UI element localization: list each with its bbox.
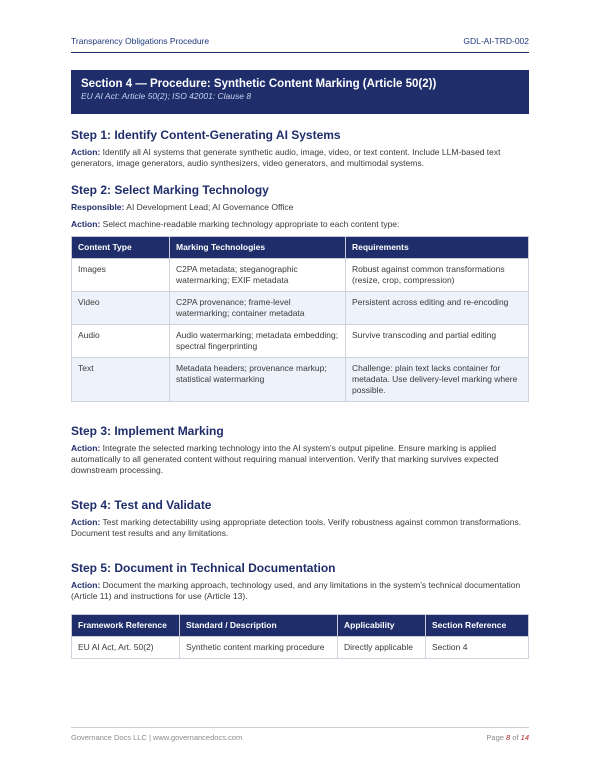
table-cell: Metadata headers; provenance markup; statistical watermarking <box>170 358 346 402</box>
page-number: Page 8 of 14 <box>486 733 529 742</box>
section-banner <box>71 70 529 114</box>
step-2 <box>71 183 529 402</box>
footer-company: Governance Docs LLC | www.governancedocs.com <box>71 733 243 742</box>
table-header: Content Type <box>72 237 170 259</box>
step-3-title: Step 3: Implement Marking <box>71 424 224 438</box>
step-2-title: Step 2: Select Marking Technology <box>71 183 269 197</box>
table-cell: C2PA provenance; frame-level watermarking; container metadata <box>170 292 346 325</box>
step-5 <box>71 561 529 659</box>
step-1-title: Step 1: Identify Content-Generating AI Systems <box>71 128 341 142</box>
table-header-row <box>72 237 529 259</box>
table-cell: Survive transcoding and partial editing <box>346 325 529 358</box>
document-code: GDL-AI-TRD-002 <box>463 36 529 46</box>
framework-reference-table <box>71 614 529 659</box>
table-row <box>72 259 529 292</box>
step-4-title: Step 4: Test and Validate <box>71 498 212 512</box>
table-row <box>72 637 529 659</box>
table-cell: Challenge: plain text lacks container for metadata. Use delivery-level marking where possible. <box>346 358 529 402</box>
step-4 <box>71 498 529 539</box>
section-subtitle: EU AI Act: Article 50(2); ISO 42001: Clause 8 <box>81 91 252 101</box>
step-1 <box>71 128 529 169</box>
table-header: Marking Technologies <box>170 237 346 259</box>
page-header <box>71 36 529 53</box>
table-cell: Text <box>72 358 170 402</box>
table-cell: EU AI Act, Art. 50(2) <box>72 637 180 659</box>
table-header: Requirements <box>346 237 529 259</box>
step-3 <box>71 424 529 476</box>
section-title: Section 4 — Procedure: Synthetic Content Marking (Article 50(2)) <box>81 78 437 90</box>
table-cell: Video <box>72 292 170 325</box>
table-cell: Section 4 <box>426 637 529 659</box>
step-4-action: Action: Test marking detectability using appropriate detection tools. Verify robustness against common transformations. Document test results and any limitations. <box>71 517 522 538</box>
table-row <box>72 292 529 325</box>
document-title: Transparency Obligations Procedure <box>71 36 210 46</box>
table-cell: Images <box>72 259 170 292</box>
table-row <box>72 358 529 402</box>
table-cell: Synthetic content marking procedure <box>180 637 338 659</box>
page-footer <box>71 727 529 742</box>
table-header: Applicability <box>338 615 426 637</box>
table-row <box>72 325 529 358</box>
table-cell: Robust against common transformations (resize, crop, compression) <box>346 259 529 292</box>
step-2-action: Action: Select machine-readable marking technology appropriate to each content type: <box>71 219 400 229</box>
step-1-action: Action: Identify all AI systems that generate synthetic audio, image, video, or text content. Include LLM-based text generators, image generators, audio synthesizers, video generators, and multimodal systems. <box>71 147 501 168</box>
table-cell: Persistent across editing and re-encoding <box>346 292 529 325</box>
table-cell: Audio <box>72 325 170 358</box>
table-header-row <box>72 615 529 637</box>
main-content <box>71 128 529 673</box>
table-cell: Directly applicable <box>338 637 426 659</box>
step-5-title: Step 5: Document in Technical Documentation <box>71 561 336 575</box>
table-header: Standard / Description <box>180 615 338 637</box>
step-2-responsible: Responsible: AI Development Lead; AI Governance Office <box>71 202 294 212</box>
marking-technology-table <box>71 236 529 402</box>
table-header: Section Reference <box>426 615 529 637</box>
step-5-action: Action: Document the marking approach, technology used, and any limitations in the system’s technical documentation (Article 11) and instructions for use (Article 13). <box>71 580 521 601</box>
table-cell: Audio watermarking; metadata embedding; spectral fingerprinting <box>170 325 346 358</box>
step-3-action: Action: Integrate the selected marking technology into the AI system’s output pipeline. Ensure marking is applied automatically to all generated content without requiring manual intervention. Verify that marking survives expected downstream processing. <box>71 443 499 475</box>
table-cell: C2PA metadata; steganographic watermarking; EXIF metadata <box>170 259 346 292</box>
table-header: Framework Reference <box>72 615 180 637</box>
